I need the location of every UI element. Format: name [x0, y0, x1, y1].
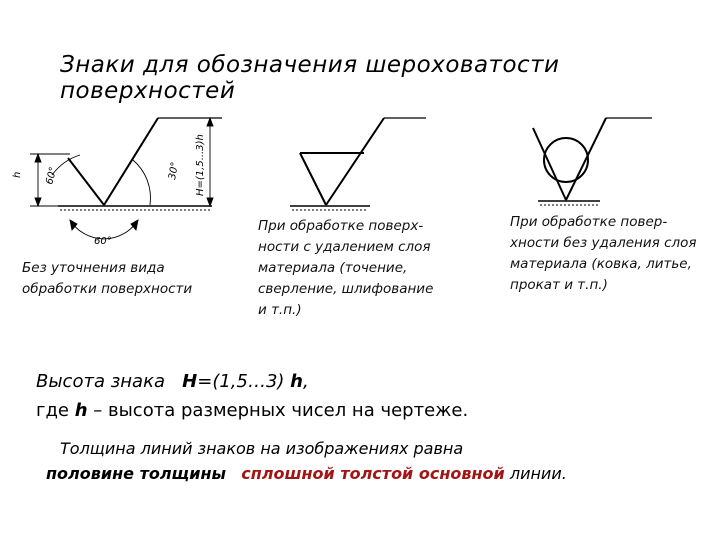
caption-line: обработки поверхности	[22, 281, 193, 297]
page-title: Знаки для обозначения шероховатости поверхностей	[60, 52, 560, 104]
line-thickness-note	[46, 436, 567, 486]
sign-height-formula	[36, 367, 468, 425]
formula-eq: =(1,5…3)	[197, 371, 291, 392]
formula-h-2: h	[74, 400, 88, 421]
caption-basic-sign	[22, 258, 192, 300]
caption-line: сверление, шлифование	[258, 281, 434, 297]
dim-label-angle-right: 30°	[167, 161, 182, 181]
caption-no-removal	[510, 212, 697, 296]
formula-rest: – высота размерных чисел на чертеже.	[87, 400, 469, 421]
thickness-red: сплошной толстой основной	[241, 464, 505, 483]
caption-line: прокат и т.п.)	[510, 277, 608, 293]
caption-line: и т.п.)	[258, 302, 302, 318]
caption-line: материала (точение,	[258, 260, 408, 276]
formula-line-1	[36, 367, 468, 396]
thickness-line-2	[46, 461, 567, 486]
caption-line: материала (ковка, литье,	[510, 256, 692, 272]
dim-label-H: H=(1,5...3)h	[195, 134, 206, 196]
caption-line: При обработке поверх-	[258, 218, 424, 234]
caption-line: При обработке повер-	[510, 214, 668, 230]
formula-h: h	[290, 371, 303, 392]
caption-line: ности с удалением слоя	[258, 239, 431, 255]
thickness-line-1: Толщина линий знаков на изображениях равна	[60, 439, 464, 458]
thickness-tail: линии.	[504, 464, 567, 483]
surface-hatch-1	[58, 206, 212, 210]
caption-line: Без уточнения вида	[22, 260, 165, 276]
formula-where: где	[36, 400, 75, 421]
surface-hatch-3	[538, 201, 600, 205]
thickness-bold: половине толщины	[46, 464, 226, 483]
caption-material-removal	[258, 216, 433, 321]
caption-line: хности без удаления слоя	[510, 235, 697, 251]
dim-label-angle-left: 60°	[44, 165, 60, 186]
formula-H: Н	[182, 371, 198, 392]
material-removal-sign	[300, 118, 426, 205]
dim-label-angle-bottom: 60°	[94, 236, 112, 247]
formula-line-2	[36, 396, 468, 425]
formula-prefix: Высота знака	[36, 371, 165, 392]
surface-hatch-2	[290, 206, 370, 210]
dim-label-h: h	[12, 171, 23, 178]
formula-comma: ,	[303, 371, 309, 392]
no-removal-sign	[533, 118, 652, 200]
